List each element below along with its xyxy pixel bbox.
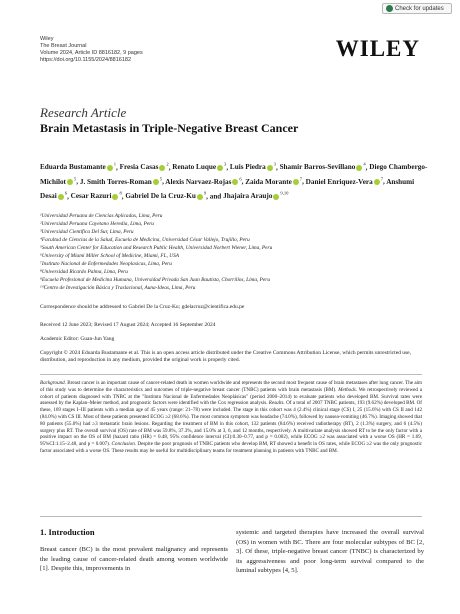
author-name: Anshumi Desai — [40, 177, 415, 201]
author-affiliation-number: 3 — [273, 162, 276, 167]
journal-meta — [40, 36, 143, 64]
author-name: Luis Piedra — [229, 163, 266, 172]
affiliation: ⁵South American Center for Education and Research Public Health, Universidad Norbert Wiener, Lima, Peru — [40, 245, 273, 251]
journal-volume: Volume 2024, Article ID 8816182, 9 pages — [40, 50, 143, 56]
affiliation: ³Universidad Científica Del Sur, Lima, Peru — [40, 229, 134, 235]
abstract-results-label: Results. — [268, 400, 285, 407]
abstract-conclusion-label: Conclusion. — [111, 441, 137, 448]
orcid-icon[interactable] — [293, 179, 299, 185]
author-affiliation-number: 8 — [119, 190, 122, 196]
author[interactable] — [172, 163, 226, 171]
author[interactable] — [40, 163, 116, 171]
introduction-left-column: Breast cancer (BC) is the most prevalent malignancy and represents the leading cause of cancer-related death among women worldwide [1]. Despite this, improvements in — [40, 546, 228, 573]
author[interactable] — [230, 163, 276, 171]
journal-doi[interactable]: https://doi.org/10.1155/2024/8816182 — [40, 57, 132, 63]
article-dates: Received 12 June 2023; Revised 17 August 2024; Accepted 16 September 2024 — [40, 322, 216, 328]
author-name: Diego Chambergo-Michilot — [40, 163, 428, 186]
author-name: Alexis Narvaez-Rojas — [165, 177, 232, 186]
author-name: Zaida Morante — [245, 177, 292, 186]
orcid-icon[interactable] — [232, 179, 238, 185]
author[interactable] — [280, 163, 366, 171]
affiliation: ²Universidad Peruana Cayetano Heredia, Lima, Peru — [40, 221, 154, 227]
author-affiliation-number: 6 — [64, 190, 68, 196]
author-list: Eduarda Bustamante $^1$, Fresia Casas $^2$, Renato Luque $^3$, Luis Piedra $^3$, Shamir Barros-Sevillano $^4$, Diego Chambergo-Michilot $^5$, J. Smith Torres-Roman $^5$, Alexis Narvaez-Rojas $^6$, Zaida Morante $^7$, Daniel Enriquez-Vera $^7$, Anshumi Desai $^6$, Cesar Razuri $^8$, Gabriel De la Cruz-Ku $^9$, and Jhajaira Araujo $^{9,10}$ — [40, 162, 428, 201]
author-affiliation-number: 6 — [239, 176, 242, 182]
check-for-updates-badge[interactable] — [382, 3, 452, 14]
affiliation-list — [40, 212, 430, 292]
author-name: Shamir Barros-Sevillano — [279, 163, 356, 172]
abstract-top-rule — [40, 374, 422, 375]
author[interactable] — [80, 178, 162, 186]
orcid-icon[interactable] — [267, 165, 273, 171]
author-name: Renato Luque — [172, 163, 217, 172]
orcid-icon[interactable] — [159, 165, 165, 171]
orcid-icon[interactable] — [217, 165, 223, 171]
abstract-methods-label: Methods. — [338, 386, 358, 393]
author-affiliation-number: 9 — [203, 190, 207, 196]
author-name: Fresia Casas — [119, 163, 159, 172]
author-name: Cesar Razuri — [70, 192, 112, 201]
correspondence: Correspondence should be addressed to Gabriel De la Cruz-Ku; gdelacruz@cientifica.edu.pe — [40, 304, 245, 310]
abstract — [40, 380, 422, 455]
author-name: Gabriel De la Cruz-Ku — [125, 192, 196, 201]
author-name: Jhajaira Araujo — [223, 192, 273, 201]
author[interactable] — [125, 192, 206, 200]
abstract-results: Of a total of 2007 TNBC patients, 193 (9.62%) developed BM. Of these, 169 stages I–III patients with a median age of 45 years (range: 21–78) were included. The stage in this cohort was 4 (2.4%) clinical stage (CS) I, 25 (15.6%) with CS II and 142 (84.0%) with CS III. Most of these patients presented ECOG ≥2 (68.6%). The most common symptom was headache (74.0%), followed by nausea-vomiting (46.7%). Imaging showed that 80 patients (55.0%) had ≥3 metastatic brain lesions. Regarding the treatment of BM in this cohort, 132 patients (84.6%) received radiotherapy (RT), 2 (1.3%) surgery, and 6 (4.5%) surgery plus RT. The overall survival (OS) rate of BM was 59.8%, 37.3%, and 15.0% at 3, 6, and 12 months, respectively. A multivariate analysis showed RT to be the only factor with a positive impact on the OS of BM (hazard ratio (HR) = 0.48, 95% confidence interval (CI):0.30–0.77, and p = 0.002), while ECOG ≥2 was associated with a worse OS (HR = 1.69, 95%CI:1.15–2.48, and p = 0.007). — [40, 400, 423, 448]
crossmark-icon — [386, 5, 393, 12]
abstract-background: Breast cancer is an important cause of cancer-related death in women worldwide and represents the second most frequent cause of brain metastases after lung cancer. The aim of this study was to determine the characteristics and outcomes of triple-negative breast cancer (TNBC) patients with brain metastasis (BM). — [40, 380, 422, 393]
affiliation: ¹Universidad Peruana de Ciencias Aplicadas, Lima, Peru — [40, 213, 163, 219]
orcid-icon[interactable] — [58, 194, 64, 200]
introduction-heading: 1. Introduction — [40, 527, 95, 537]
affiliation: ⁶University of Miami Miller School of Medicine, Miami, FL, USA — [40, 253, 179, 259]
wiley-logo: WILEY — [335, 36, 420, 61]
orcid-icon[interactable] — [67, 179, 73, 185]
academic-editor: Academic Editor: Guan-Jun Yang — [40, 336, 115, 342]
affiliation: ¹⁰Centro de Investigación Básica y Traslacional, Auna-Ideas, Lima, Peru — [40, 285, 196, 291]
orcid-icon[interactable] — [197, 194, 203, 200]
author-affiliation-number: 9,10 — [280, 190, 289, 196]
author-affiliation-number: 5 — [159, 176, 163, 182]
orcid-icon[interactable] — [153, 179, 159, 185]
orcid-icon[interactable] — [273, 194, 279, 200]
author-affiliation-number: 4 — [363, 162, 366, 167]
orcid-icon[interactable] — [107, 165, 113, 171]
author-affiliation-number: 3 — [224, 162, 227, 167]
author-affiliation-number: 1 — [113, 162, 116, 167]
journal-publisher: Wiley — [40, 36, 54, 42]
author[interactable] — [165, 178, 241, 186]
introduction-right-column: systemic and targeted therapies have increased the overall survival (OS) in women with BC. There are four molecular subtypes of BC [2, 3]. Of these, triple-negative breast cancer (TNBC) is characterized by its aggressiveness and poor long-term survival compared to the luminal subtypes [4, 5]. — [236, 529, 424, 575]
affiliation: ⁹Escuela Profesional de Medicina Humana, Universidad Privada San Juan Bautista, Chorrillos, Lima, Peru — [40, 277, 270, 283]
affiliation: ⁷Instituto Nacional de Enfermedades Neoplasicas, Lima, Peru — [40, 261, 172, 267]
author[interactable] — [306, 178, 383, 186]
orcid-icon[interactable] — [356, 165, 362, 171]
abstract-conclusion: Despite the poor prognosis of TNBC patients who develop BM, RT showed a benefit in OS rates, while ECOG ≥2 was the only prognostic factor associated with a worse OS. These results may be useful for multidisciplinary teams for treatment planning in patients with TNBC and BM. — [40, 441, 422, 454]
author-affiliation-number: 5 — [73, 176, 77, 182]
author[interactable] — [245, 178, 302, 186]
copyright-notice: Copyright © 2024 Eduarda Bustamante et al. This is an open access article distributed under the Creative Commons Attribution License, which permits unrestricted use, distribution, and reproduction in any medium, provided the original work is properly cited. — [40, 350, 411, 363]
journal-name: The Breast Journal — [40, 43, 87, 49]
author-name: Eduarda Bustamante — [40, 163, 106, 172]
orcid-icon[interactable] — [112, 194, 118, 200]
affiliation: ⁸Universidad Ricardo Palma, Lima, Peru — [40, 269, 128, 275]
article-title: Brain Metastasis in Triple-Negative Breast Cancer — [40, 121, 299, 135]
author-affiliation-number: 2 — [166, 162, 169, 167]
author[interactable] — [71, 192, 122, 200]
author[interactable] — [120, 163, 169, 171]
author-name: Daniel Enriquez-Vera — [305, 177, 373, 186]
affiliation: ⁴Facultad de Ciencias de la Salud, Escuela de Medicina, Universidad César Vallejo, Trujillo, Peru — [40, 237, 250, 243]
author-affiliation-number: 7 — [299, 176, 303, 182]
abstract-background-label: Background. — [40, 380, 66, 386]
author-name: J. Smith Torres-Roman — [79, 177, 152, 186]
abstract-bottom-rule — [40, 516, 422, 517]
author[interactable] — [223, 192, 288, 200]
author-affiliation-number: 7 — [380, 176, 383, 182]
abstract-methods: We retrospectively reviewed a cohort of patients diagnosed with TNBC at the "Instituto Nacional de Enfermedades Neoplásicas" (period 2000–2014) to evaluate patients who developed BM. Survival rates were assessed by the Kaplan–Meier method, and prognostic factors were identified with the Cox regression analysis. — [40, 386, 422, 407]
article-type: Research Article — [40, 105, 127, 120]
orcid-icon[interactable] — [374, 179, 380, 185]
check-for-updates-label: Check for updates — [395, 5, 444, 12]
